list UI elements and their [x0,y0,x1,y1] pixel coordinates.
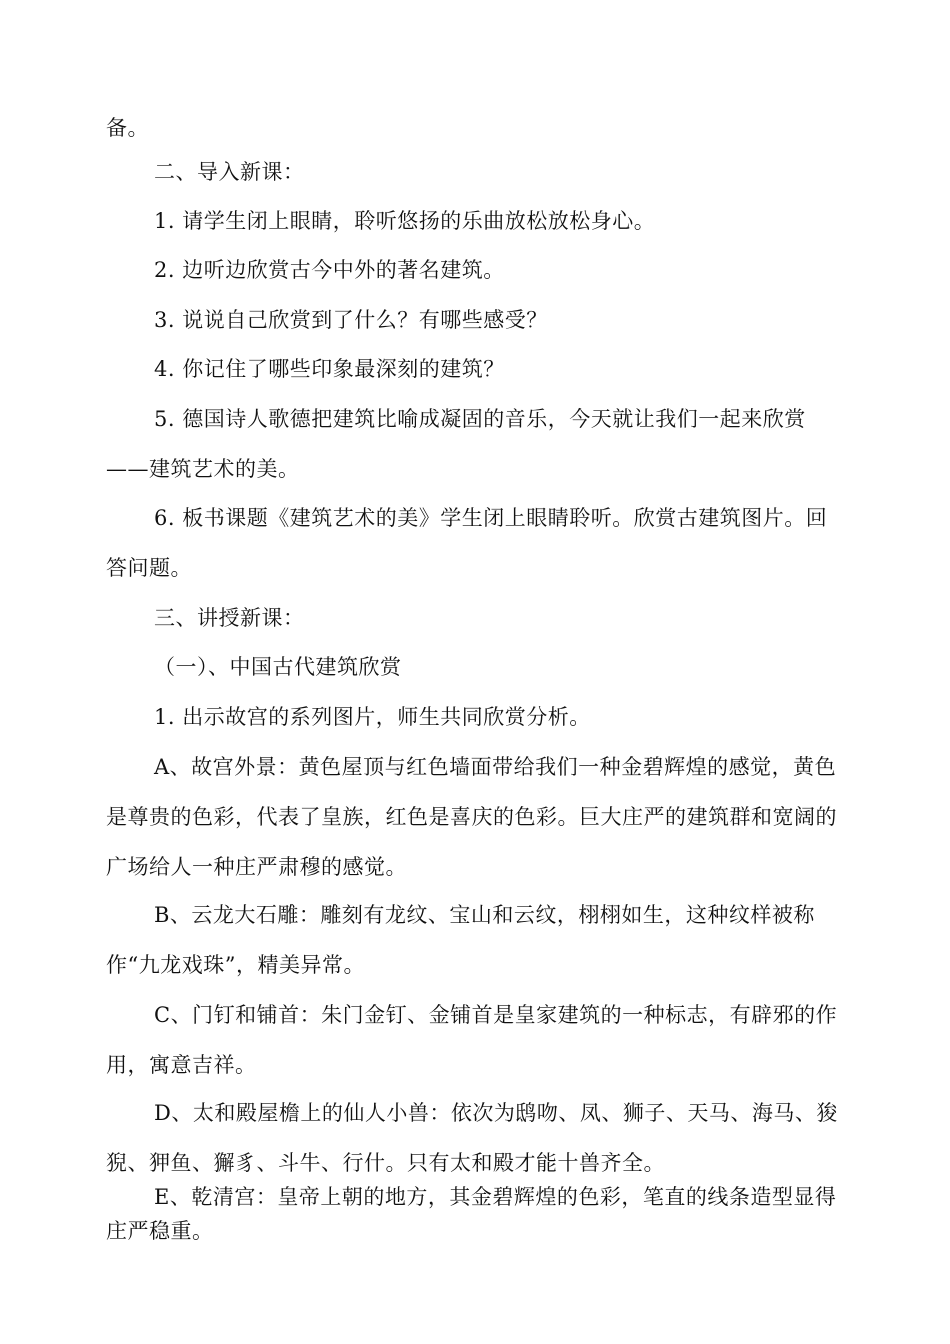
list-item-6: 6. 板书课题《建筑艺术的美》学生闭上眼睛聆听。欣赏古建筑图片。回答问题。 [106,506,828,580]
paragraph-continuation: 备。 [106,116,149,140]
list-item-4: 4. 你记住了哪些印象最深刻的建筑？ [154,357,505,381]
list-item-5: 5. 德国诗人歌德把建筑比喻成凝固的音乐，今天就让我们一起来欣赏——建筑艺术的美。 [106,407,806,481]
list-item-1: 1. 请学生闭上眼睛，聆听悠扬的乐曲放松放松身心。 [154,209,656,233]
subsection-heading: （一）、中国古代建筑欣赏 [154,655,402,679]
lecture-item-1: 1. 出示故宫的系列图片，师生共同欣赏分析。 [154,705,591,729]
paragraph-a: A、故宫外景：黄色屋顶与红色墙面带给我们一种金碧辉煌的感觉，黄色是尊贵的色彩，代表了皇族，红色是喜庆的色彩。巨大庄严的建筑群和宽阔的广场给人一种庄严肃穆的感觉。 [106,755,837,879]
list-item-2: 2. 边听边欣赏古今中外的著名建筑。 [154,258,505,282]
paragraph-d: D、太和殿屋檐上的仙人小兽：依次为鸱吻、凤、狮子、天马、海马、狻猊、狎鱼、獬豸、斗牛、行什。只有太和殿才能十兽齐全。 [106,1101,838,1175]
paragraph-b: B、云龙大石雕：雕刻有龙纹、宝山和云纹，栩栩如生，这种纹样被称作“九龙戏珠”，精美异常。 [106,903,815,977]
section-heading-lecture: 三、讲授新课： [154,606,305,630]
list-item-3: 3. 说说自己欣赏到了什么？有哪些感受？ [154,308,548,332]
section-heading-intro: 二、导入新课： [154,160,305,184]
paragraph-c: C、门钉和铺首：朱门金钉、金铺首是皇家建筑的一种标志，有辟邪的作用，寓意吉祥。 [106,1003,838,1077]
paragraph-e: E、乾清宫：皇帝上朝的地方，其金碧辉煌的色彩，笔直的线条造型显得庄严稳重。 [106,1185,837,1243]
